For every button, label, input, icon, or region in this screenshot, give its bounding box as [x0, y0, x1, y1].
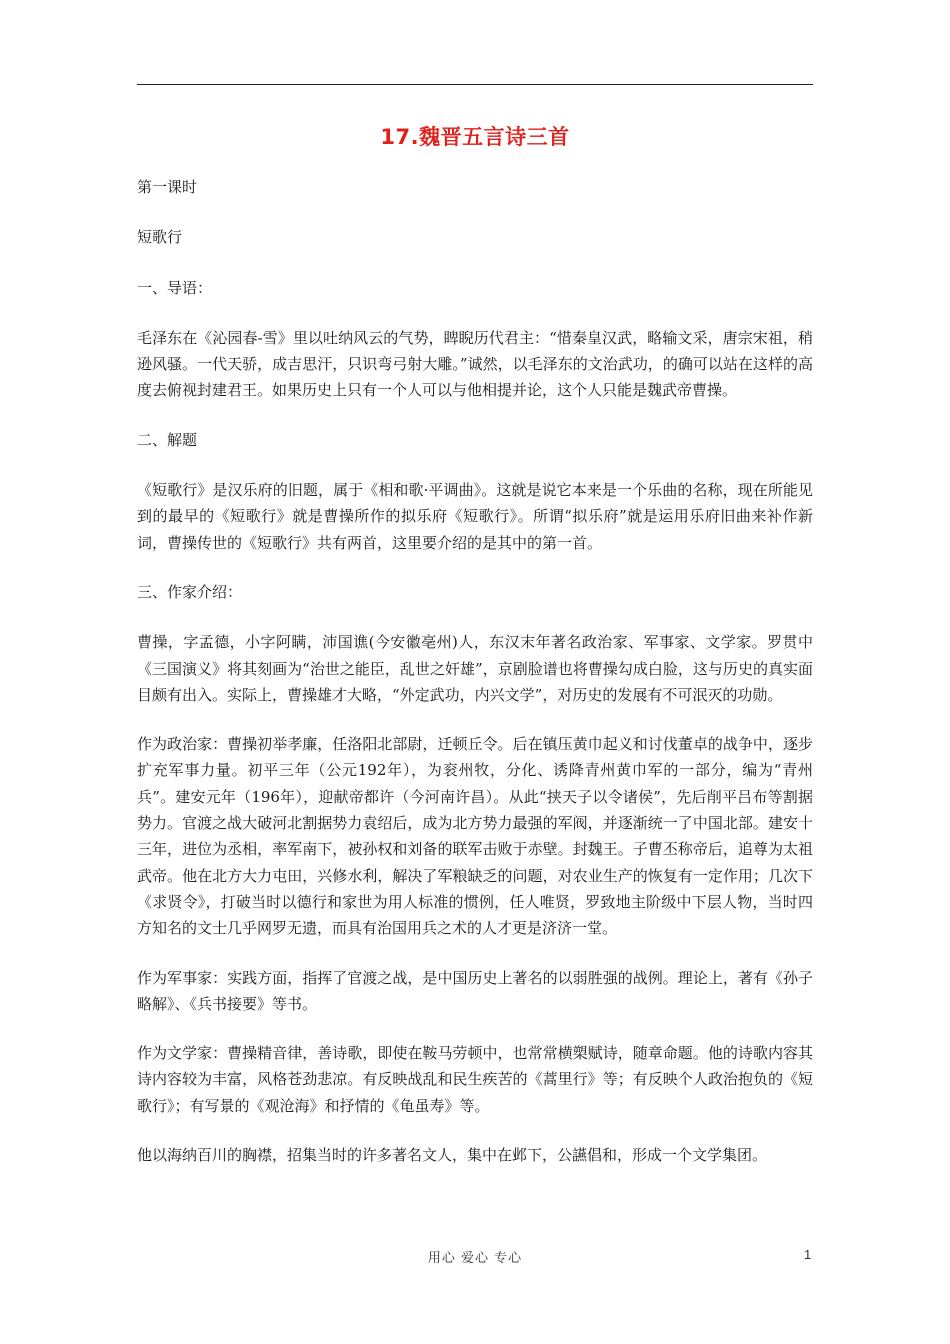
section-heading-intro: 一、导语：: [137, 278, 213, 297]
paragraph-literary: 作为文学家：曹操精音律，善诗歌，即使在鞍马劳顿中，也常常横槊赋诗，随章命题。他的诗歌内容其诗内容较为丰富，风格苍劲悲凉。有反映战乱和民生疾苦的《蒿里行》等；有反映个人政治抱负的《短歌行》；有写景的《观沧海》和抒情的《龟虽寿》等。: [137, 1044, 813, 1115]
paragraph-literary-group: 他以海纳百川的胸襟，招集当时的许多著名文人，集中在邺下，公讌倡和，形成一个文学集团。: [137, 1146, 768, 1165]
paragraph-title-explanation: 《短歌行》是汉乐府的旧题，属于《相和歌·平调曲》。这就是说它本来是一个乐曲的名称，现在所能见到的最早的《短歌行》就是曹操所作的拟乐府《短歌行》。所谓“拟乐府”就是运用乐府旧曲来补作新词，曹操传世的《短歌行》共有两首，这里要介绍的是其中的第一首。: [137, 481, 813, 552]
paragraph-military: 作为军事家：实践方面，指挥了官渡之战，是中国历史上著名的以弱胜强的战例。理论上，著有《孙子略解》、《兵书接要》等书。: [137, 968, 813, 1013]
paragraph-author-overview: 曹操，字孟德，小字阿瞒，沛国谯(今安徽亳州)人，东汉末年著名政治家、军事家、文学家。罗贯中《三国演义》将其刻画为“治世之能臣，乱世之奸雄”，京剧脸谱也将曹操勾成白脸，这与历史的真实面目颇有出入。实际上，曹操雄才大略，“外定武功，内兴文学”，对历史的发展有不可泯灭的功勋。: [137, 633, 813, 704]
paragraph-politician: 作为政治家：曹操初举孝廉，任洛阳北部尉，迁顿丘令。后在镇压黄巾起义和讨伐董卓的战争中，逐步扩充军事力量。初平三年（公元192年），为衮州牧，分化、诱降青州黄巾军的一部分，编为“青州兵”。建安元年（196年），迎献帝都许（今河南许昌）。从此“挟天子以令诸侯”，先后削平吕布等割据势力。官渡之战大破河北割据势力袁绍后，成为北方势力最强的军阀，并逐渐统一了中国北部。建安十三年，进位为丞相，率军南下，被孙权和刘备的联军击败于赤壁。封魏王。子曹丕称帝后，追尊为太祖武帝。他在北方大力屯田，兴修水利，解决了军粮缺乏的问题，对农业生产的恢复有一定作用；几次下《求贤令》，打破当时以德行和家世为用人标准的惯例，任人唯贤，罗致地主阶级中下层人物，当时四方知名的文士几乎网罗无遗，而具有治国用兵之术的人才更是济济一堂。: [137, 735, 813, 938]
document-title: 17.魏晋五言诗三首: [380, 125, 570, 149]
header-rule: [137, 84, 813, 85]
lesson-label: 第一课时: [137, 178, 198, 196]
footer-motto: 用心 爱心 专心: [427, 1251, 523, 1266]
section-heading-title-explanation: 二、解题: [137, 430, 198, 449]
poem-title: 短歌行: [137, 228, 183, 247]
section-heading-author: 三、作家介绍：: [137, 582, 243, 601]
document-body: [137, 174, 813, 1191]
page-number: 1: [804, 1247, 812, 1262]
paragraph-intro: 毛泽东在《沁园春-雪》里以吐纳风云的气势，睥睨历代君主：“惜秦皇汉武，略输文采，唐宗宋祖，稍逊风骚。一代天骄，成吉思汗，只识弯弓射大雕。”诚然，以毛泽东的文治武功，的确可以站在这样的高度去俯视封建君王。如果历史上只有一个人可以与他相提并论，这个人只能是魏武帝曹操。: [137, 328, 813, 400]
